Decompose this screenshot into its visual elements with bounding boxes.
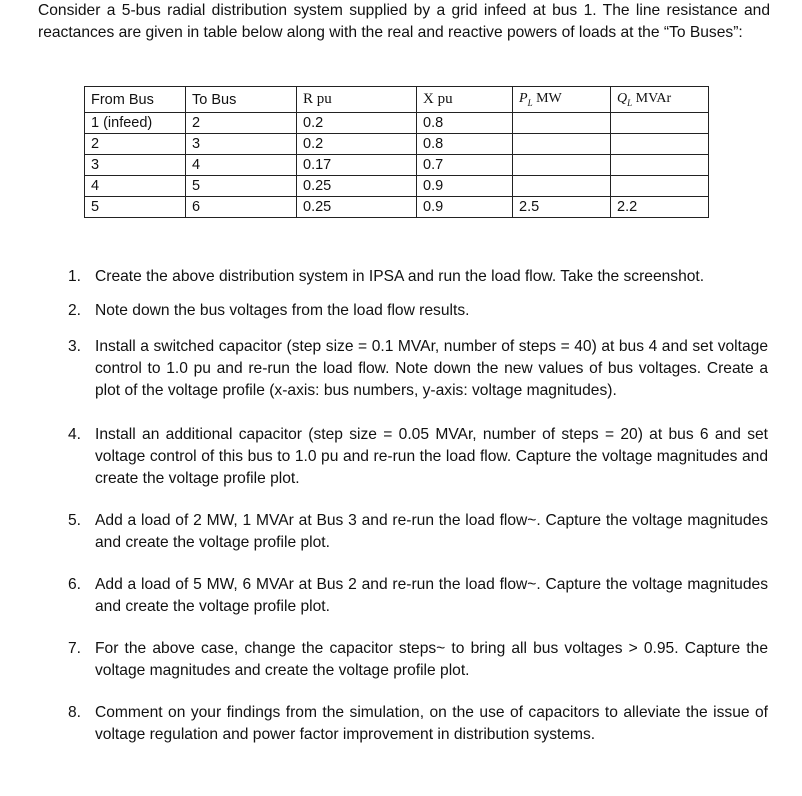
- pl-unit: MW: [536, 91, 562, 107]
- table-row: [85, 176, 709, 197]
- cell-pl: 2.5: [513, 197, 611, 218]
- cell-from-bus: 3: [85, 155, 186, 176]
- cell-x: 0.7: [417, 155, 513, 176]
- header-ql-mvar: [611, 87, 709, 113]
- task-text: Add a load of 5 MW, 6 MVAr at Bus 2 and re-run the load flow~. Capture the voltage magnitudes and create the voltage profile plot.: [95, 576, 768, 615]
- header-from-bus: From Bus: [85, 87, 186, 113]
- task-number: 6.: [68, 576, 82, 593]
- cell-from-bus: 4: [85, 176, 186, 197]
- cell-r: 0.17: [297, 155, 417, 176]
- table-header-row: [85, 87, 709, 113]
- cell-pl: [513, 113, 611, 134]
- cell-x: 0.9: [417, 176, 513, 197]
- cell-ql: [611, 134, 709, 155]
- header-pl-mw: [513, 87, 611, 113]
- pl-subscript: L: [527, 97, 533, 108]
- task-text: Create the above distribution system in IPSA and run the load flow. Take the screenshot.: [95, 268, 705, 285]
- cell-x: 0.9: [417, 197, 513, 218]
- task-number: 4.: [68, 426, 82, 443]
- table-row: [85, 155, 709, 176]
- cell-to-bus: 6: [186, 197, 297, 218]
- header-x-pu: X pu: [417, 87, 513, 113]
- cell-from-bus: 2: [85, 134, 186, 155]
- table-row: [85, 197, 709, 218]
- table-row: [85, 113, 709, 134]
- intro-paragraph: Consider a 5-bus radial distribution system supplied by a grid infeed at bus 1. The line resistance and reactances are given in table below along with the real and reactive powers of loads at the “To Buses”:: [38, 2, 770, 41]
- task-text: Comment on your findings from the simulation, on the use of capacitors to alleviate the issue of voltage regulation and power factor improvement in distribution systems.: [95, 704, 768, 743]
- task-list: [68, 266, 768, 746]
- cell-r: 0.25: [297, 176, 417, 197]
- pl-symbol: P: [519, 91, 528, 107]
- task-number: 8.: [68, 704, 82, 721]
- task-item: [68, 300, 768, 322]
- cell-pl: [513, 134, 611, 155]
- cell-ql: [611, 113, 709, 134]
- header-to-bus: To Bus: [186, 87, 297, 113]
- task-number: 3.: [68, 338, 82, 355]
- task-item: [68, 336, 768, 402]
- task-text: Install a switched capacitor (step size = 0.1 MVAr, number of steps = 40) at bus 4 and set voltage control to 1.0 pu and re-run the load flow. Note down the new values of bus voltages. Create a plot of the voltage profile (x-axis: bus numbers, y-axis: voltage magnitudes).: [95, 338, 768, 399]
- task-text: Add a load of 2 MW, 1 MVAr at Bus 3 and re-run the load flow~. Capture the voltage magnitudes and create the voltage profile plot.: [95, 512, 768, 551]
- cell-ql: [611, 155, 709, 176]
- cell-to-bus: 5: [186, 176, 297, 197]
- ql-symbol: Q: [617, 91, 628, 107]
- cell-x: 0.8: [417, 134, 513, 155]
- task-text: For the above case, change the capacitor steps~ to bring all bus voltages > 0.95. Capture the voltage magnitudes and create the voltage profile plot.: [95, 640, 768, 679]
- task-item: [68, 574, 768, 618]
- cell-r: 0.2: [297, 134, 417, 155]
- cell-from-bus: 1 (infeed): [85, 113, 186, 134]
- cell-x: 0.8: [417, 113, 513, 134]
- cell-ql: [611, 176, 709, 197]
- ql-unit: MVAr: [635, 91, 672, 107]
- cell-ql: 2.2: [611, 197, 709, 218]
- cell-to-bus: 3: [186, 134, 297, 155]
- cell-to-bus: 4: [186, 155, 297, 176]
- header-r-pu: R pu: [297, 87, 417, 113]
- task-item: [68, 266, 768, 288]
- cell-r: 0.25: [297, 197, 417, 218]
- task-item: [68, 702, 768, 746]
- task-text: Install an additional capacitor (step size = 0.05 MVAr, number of steps = 20) at bus 6 and set voltage control of this bus to 1.0 pu and re-run the load flow. Capture the voltage magnitudes and create the voltage profile plot.: [95, 426, 768, 487]
- task-number: 7.: [68, 640, 82, 657]
- task-item: [68, 510, 768, 554]
- task-number: 2.: [68, 302, 82, 319]
- task-item: [68, 638, 768, 682]
- cell-r: 0.2: [297, 113, 417, 134]
- task-number: 5.: [68, 512, 82, 529]
- table-row: [85, 134, 709, 155]
- task-number: 1.: [68, 268, 82, 285]
- cell-from-bus: 5: [85, 197, 186, 218]
- cell-to-bus: 2: [186, 113, 297, 134]
- task-item: [68, 424, 768, 490]
- cell-pl: [513, 155, 611, 176]
- task-text: Note down the bus voltages from the load flow results.: [95, 302, 470, 319]
- line-data-table: [84, 86, 709, 218]
- cell-pl: [513, 176, 611, 197]
- ql-subscript: L: [627, 97, 633, 108]
